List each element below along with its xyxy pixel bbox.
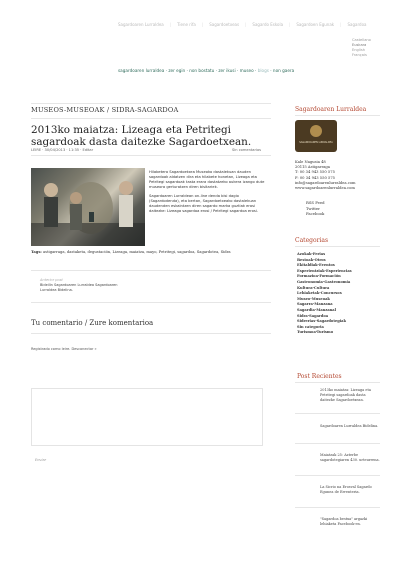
divider: [31, 302, 271, 303]
recent-post-item[interactable]: Sagardoaren Lurraldea Bidelina.: [320, 424, 379, 428]
category-item[interactable]: Sagarra-Manzana: [297, 302, 333, 307]
mainnav-item[interactable]: zer egin: [168, 68, 186, 73]
contact-email[interactable]: info@sagardoarenlurraldea.com: [295, 180, 356, 185]
divider: [31, 103, 271, 104]
comment-count-link[interactable]: Sin comentarios: [232, 148, 262, 152]
topnav-item[interactable]: Sagardoen Egunak: [296, 22, 335, 27]
separator: |: [169, 22, 172, 27]
logo-text: SAGARDOAREN LURRALDEA: [299, 141, 333, 144]
divider: [295, 382, 380, 383]
mainnav-item[interactable]: zer ikusi: [218, 68, 236, 73]
divider: [295, 475, 380, 476]
recent-post-item[interactable]: "Sagardoa bestxa" argazki lehiaketa Facebook-en.: [320, 517, 368, 526]
category-item[interactable]: Sidra-Sagardoa: [297, 313, 329, 318]
category-item[interactable]: Museo-Museoak: [297, 296, 330, 301]
contact-website[interactable]: www.sagardoarenlurraldea.com: [295, 186, 355, 191]
topnav-item[interactable]: Sagardo Eskola: [252, 22, 284, 27]
tags-label: Tags:: [31, 250, 42, 254]
divider: [295, 413, 380, 414]
rss-link[interactable]: RSS Feed: [306, 200, 325, 205]
category-item[interactable]: Azokak-Ferias: [297, 252, 326, 256]
photo-illustration: [31, 168, 145, 246]
logo-graphic: [295, 120, 337, 152]
categories-title: Categorias: [295, 237, 329, 244]
language-option[interactable]: Castellano: [352, 38, 371, 42]
category-item[interactable]: Bestoak-Otros: [297, 257, 326, 262]
separator: |: [340, 22, 342, 27]
category-item[interactable]: Gastronomia-Gastronomía: [297, 279, 351, 284]
category-item[interactable]: Turismoa-Turismo: [297, 330, 334, 335]
post-photo[interactable]: [31, 168, 145, 246]
post-tags: [31, 250, 271, 255]
tags-list[interactable]: astigarraga, dastaketa, degustación, Lizeaga, maiatza, mayo, Petritegi, sagardoa, Sagardotea, Sidra: [42, 250, 231, 254]
divider: [295, 443, 380, 444]
top-navigation: [118, 22, 367, 27]
language-option[interactable]: Français: [352, 53, 367, 57]
contact-info: [295, 160, 356, 191]
comment-form-title: Tu comentario / Zure komentarioa: [31, 319, 154, 327]
previous-post-line: Lurraldea Bidelina.: [40, 287, 73, 292]
contact-line: 20115 Astigarraga: [295, 165, 330, 170]
previous-post[interactable]: [40, 278, 118, 292]
mainnav-item[interactable]: blogs: [257, 68, 269, 73]
category-item[interactable]: Ekitaldiak-Eventos: [297, 263, 335, 268]
logged-in-notice[interactable]: Registrado como leire. Desconectar »: [31, 347, 97, 351]
mainnav-item[interactable]: non bostatu: [189, 68, 215, 73]
previous-post-label: Anterior post: [40, 278, 63, 282]
mainnav-item[interactable]: non gaera: [272, 68, 295, 73]
sidebar-title: Sagardoaren Lurraldea: [295, 106, 367, 113]
separator: |: [201, 22, 204, 27]
submit-comment-button[interactable]: Enviar: [35, 458, 47, 462]
category-item[interactable]: Lehiaketak-Concursos: [297, 291, 342, 296]
twitter-link[interactable]: Twitter: [306, 205, 320, 211]
divider: [295, 115, 380, 116]
previous-post-line: Bideilin Sagardoaren Lurraldea Sagardoaren: [40, 282, 118, 287]
divider: [31, 118, 271, 119]
contact-line: T: 00 34 943 550 575: [295, 170, 335, 175]
facebook-link[interactable]: Facebook: [306, 211, 325, 217]
language-option-active[interactable]: Euskara: [352, 43, 367, 47]
divider: [31, 155, 271, 156]
topnav-item[interactable]: Sagardoetxeas: [209, 22, 240, 27]
post-paragraph: Sagardoaren Lurraldean on-line denda bisi dagio (Sagardodenda), eta bertan, Sagardoetxeako dastalekuan daudenden eskaintzen diren sagardo marka guztiak erosi daitezke: Lizeaga sagardoa erosi / Petritegi sagardoa erosi.: [149, 194, 258, 213]
mainnav-item[interactable]: sagardoaren lurraldea: [118, 68, 165, 73]
recent-posts-title: Post Recientes: [297, 373, 342, 380]
category-item[interactable]: Sagardia-Manzanal: [297, 307, 336, 312]
category-item[interactable]: Kultura-Cultura: [297, 285, 330, 290]
post-body: [149, 170, 269, 218]
category-item[interactable]: Sidrerias-Sagardotegiak: [297, 319, 346, 324]
category-item[interactable]: Esperientziak-Experiencias: [297, 268, 352, 273]
post-meta: LEIRE · 30/04/2013 · 11:35 · Editar: [31, 148, 94, 152]
mainnav-item[interactable]: museo: [239, 68, 254, 73]
divider: [31, 270, 271, 271]
contact-line: F: 00 34 943 550 575: [295, 175, 336, 180]
recent-post-item[interactable]: La Sicrio na Erosval Sagardo Egunea de Errenteria.: [320, 485, 372, 494]
divider: [31, 333, 271, 334]
divider: [295, 246, 380, 247]
main-navigation: sagardoaren lurraldea · zer egin · non bostatu · zer ikusi · museo · blogs · non gaera: [118, 68, 295, 73]
recent-post-item[interactable]: 2013ko maiatza: Lizeaga eta Petritegi sagardoak dasta daitezke Sagardoetxean.: [320, 388, 371, 402]
topnav-item[interactable]: Sagardoaren Lurraldea: [118, 22, 164, 27]
separator: |: [289, 22, 291, 27]
logo[interactable]: [295, 120, 337, 152]
language-selector: [352, 38, 371, 58]
contact-line: Kale Nagusia 48: [295, 160, 326, 164]
category-item[interactable]: Sin categoria: [297, 324, 324, 329]
separator: |: [245, 22, 247, 27]
category-item[interactable]: Formazioa-Formación: [297, 274, 341, 279]
section-title: MUSEOS-MUSEOAK / SIDRA-SAGARDOA: [31, 106, 179, 114]
topnav-item[interactable]: Sagardoa: [347, 22, 367, 27]
post-title[interactable]: 2013ko maiatza: Lizeaga eta Petritegi sagardoak dasta daitezke Sagardoetxean.: [31, 124, 252, 148]
category-list: [297, 252, 352, 336]
topnav-item[interactable]: Tiene rifa: [177, 22, 196, 27]
post-paragraph: Hilabetero Sagardoetxea Museoko dastalekuan dauden sagardoak aldatzen dira eta hilabete honetan, Lizeaga eta Petritegi sagardoak tasta erara dastatzeko aukera izango dute museora gerturatzen diren bisitariek.: [149, 170, 265, 189]
comment-textarea[interactable]: [31, 388, 263, 446]
social-links: [306, 200, 325, 217]
divider: [295, 507, 380, 508]
language-option[interactable]: English: [352, 48, 365, 52]
recent-post-item[interactable]: Maiatzak 25: Azterbe sagardotegiaren 430. urteurrena.: [320, 453, 380, 462]
